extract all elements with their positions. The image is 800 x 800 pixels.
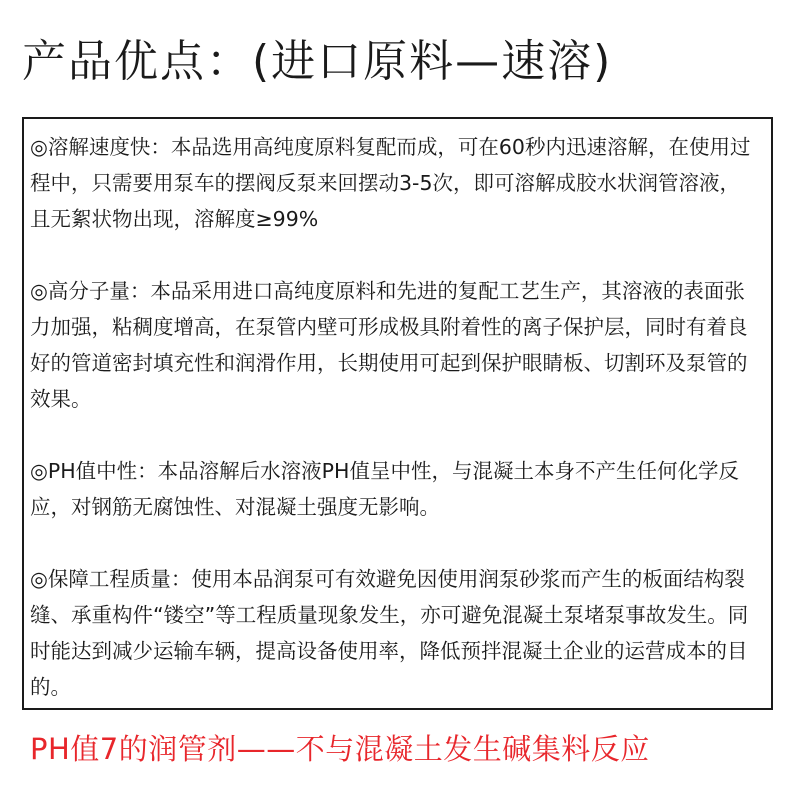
footer-slogan: PH值7的润管剂——不与混凝土发生碱集料反应 — [30, 732, 650, 766]
feature-paragraph-high-molecular-weight: ◎高分子量：本品采用进口高纯度原料和先进的复配工艺生产，其溶液的表面张力加强，粘稠度增高，在泵管内壁可形成极具附着性的离子保护层，同时有着良好的管道密封填充性和润滑作用，长期使用可起到保护眼睛板、切割环及泵管的效果。 — [30, 279, 748, 411]
feature-paragraph-dissolution-speed: ◎溶解速度快：本品选用高纯度原料复配而成，可在60秒内迅速溶解，在使用过程中，只需要用泵车的摆阀反泵来回摆动3-5次，即可溶解成胶水状润管溶液，且无絮状物出现，溶解度≥99% — [30, 135, 751, 231]
feature-paragraph-quality-assurance: ◎保障工程质量：使用本品润泵可有效避免因使用润泵砂浆而产生的板面结构裂缝、承重构件“镂空”等工程质量现象发生，亦可避免混凝土泵堵泵事故发生。同时能达到减少运输车辆，提高设备使用率，降低预拌混凝土企业的运营成本的目的。 — [30, 567, 749, 699]
feature-paragraph-neutral-ph: ◎PH值中性：本品溶解后水溶液PH值呈中性，与混凝土本身不产生任何化学反应，对钢筋无腐蚀性、对混凝土强度无影响。 — [30, 459, 739, 519]
features-box — [22, 117, 773, 710]
page-title: 产品优点：(进口原料—速溶) — [22, 36, 613, 87]
